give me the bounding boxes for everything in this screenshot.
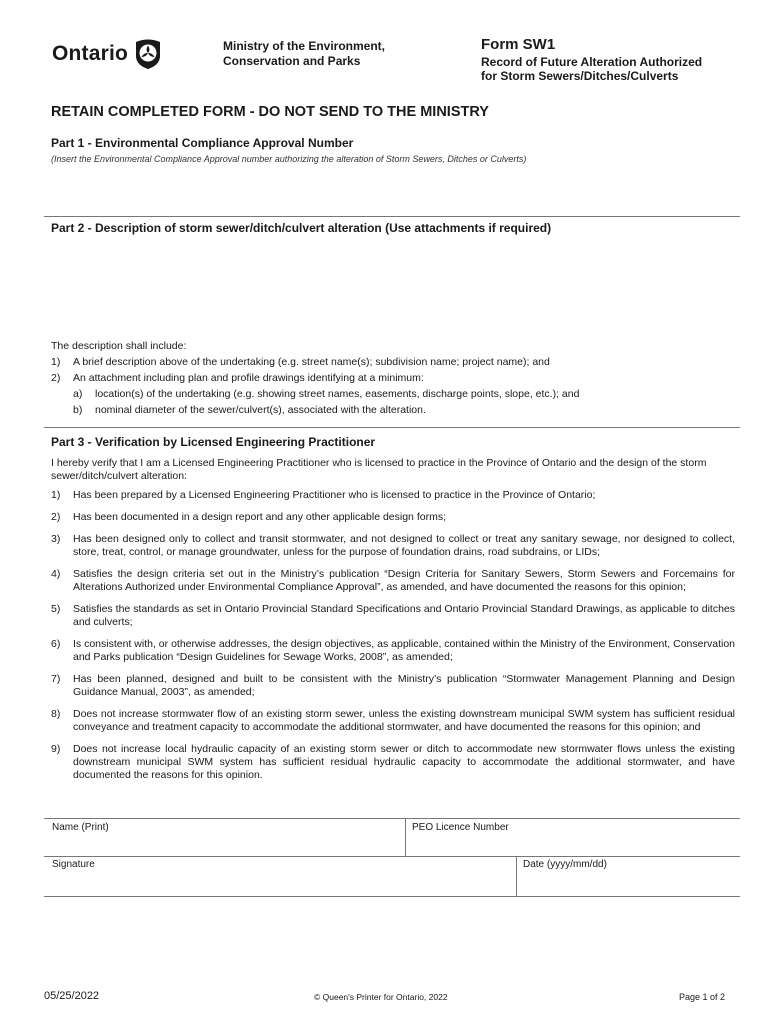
- signature-block: [44, 818, 740, 897]
- footer-copyright: © Queen's Printer for Ontario, 2022: [314, 992, 448, 1002]
- part1-note: (Insert the Environmental Compliance Approval number authorizing the alteration of Storm Sewers, Ditches or Culverts): [51, 154, 527, 164]
- licence-field[interactable]: [406, 818, 740, 856]
- part2-heading: Part 2 - Description of storm sewer/ditch/culvert alteration (Use attachments if required): [51, 221, 552, 235]
- ministry-line-2: Conservation and Parks: [223, 54, 361, 68]
- alteration-description-field[interactable]: [44, 240, 740, 332]
- verification-statement: I hereby verify that I am a Licensed Engineering Practitioner who is licensed to practice in the Province of Ontario and the design of the storm sewer/ditch/culvert alteration:: [51, 457, 707, 482]
- logo-text: Ontario: [52, 42, 129, 65]
- list-item: 8) Does not increase stormwater flow of an existing storm sewer, unless the existing downstream municipal SWM system has sufficient residual conveyance and treatment capacity to accommodate the additional stormwater, and have documented the reasons for this opinion; and: [51, 708, 735, 733]
- signature-field[interactable]: [44, 857, 516, 896]
- part3-heading: Part 3 - Verification by Licensed Engineering Practitioner: [51, 435, 376, 449]
- retain-notice: RETAIN COMPLETED FORM - DO NOT SEND TO THE MINISTRY: [51, 104, 489, 120]
- list-item: 1) A brief description above of the undertaking (e.g. street name(s); subdivision name; project name); and: [51, 356, 550, 368]
- list-item: 9) Does not increase local hydraulic capacity of an existing storm sewer or ditch to accommodate new stormwater flows unless the existing downstream municipal SWM system has sufficient residual hydraulic capacity to accommodate the additional stormwater, and have documented the reasons for this opinion.: [51, 743, 735, 781]
- list-subitem: b) nominal diameter of the sewer/culvert(s), associated with the alteration.: [73, 404, 426, 416]
- form-number: Form SW1: [481, 36, 556, 53]
- list-item: 1) Has been prepared by a Licensed Engineering Practitioner who is licensed to practice in the Province of Ontario;: [51, 489, 596, 501]
- list-item: 2) An attachment including plan and profile drawings identifying at a minimum:: [51, 372, 424, 384]
- signature-label: Signature: [52, 859, 95, 870]
- ontario-logo: [52, 38, 162, 70]
- date-label: Date (yyyy/mm/dd): [523, 859, 607, 870]
- part2-divider: [44, 427, 740, 428]
- trillium-icon: [134, 38, 162, 70]
- name-field[interactable]: [44, 818, 405, 856]
- part1-heading: Part 1 - Environmental Compliance Approval Number: [51, 136, 354, 150]
- sig-bottom-rule: [44, 896, 740, 897]
- form-title-line-1: Record of Future Alteration Authorized: [481, 55, 703, 69]
- list-item: 2) Has been documented in a design report and any other applicable design forms;: [51, 511, 446, 523]
- footer-date: 05/25/2022: [44, 990, 100, 1002]
- list-item: 6) Is consistent with, or otherwise addresses, the design objectives, as applicable, contained within the Ministry of the Environment, Conservation and Parks publication “Design Guidelines for Sewage Works, 2008”, as amended;: [51, 638, 735, 663]
- ecа-number-field[interactable]: [44, 168, 740, 214]
- form-title: [481, 55, 741, 83]
- verification-list: [51, 489, 735, 791]
- list-item: 4) Satisfies the design criteria set out in the Ministry’s publication “Design Criteria for Sanitary Sewers, Storm Sewers and Forcemains for Alterations Authorized under Environmental Compliance Approval”, as amended, and have documented the reasons for this opinion;: [51, 568, 735, 593]
- licence-label: PEO Licence Number: [412, 822, 509, 833]
- footer-page-number: Page 1 of 2: [679, 992, 726, 1002]
- form-title-line-2: for Storm Sewers/Ditches/Culverts: [481, 69, 679, 83]
- ministry-line-1: Ministry of the Environment,: [223, 39, 386, 53]
- list-item: 7) Has been planned, designed and built to be consistent with the Ministry’s publication “Stormwater Management Planning and Design Guidance Manual, 2003”, as amended;: [51, 673, 735, 698]
- list-item: 5) Satisfies the standards as set in Ontario Provincial Standard Specifications and Ontario Provincial Standard Drawings, as applicable to ditches and culverts;: [51, 603, 735, 628]
- name-label: Name (Print): [52, 822, 109, 833]
- description-requirements: [51, 338, 741, 418]
- ministry-name: [223, 39, 443, 69]
- date-field[interactable]: [517, 857, 740, 896]
- list-item: 3) Has been designed only to collect and transit stormwater, and not designed to collect or treat any sanitary sewage, nor designed to collect, store, treat, control, or manage groundwater, unless for the purpose of foundation drains, road subdrains, or LIDs;: [51, 533, 735, 558]
- description-intro: The description shall include:: [51, 340, 187, 352]
- list-subitem: a) location(s) of the undertaking (e.g. showing street names, easements, discharge points, slope, etc.); and: [73, 388, 580, 400]
- part1-divider: [44, 216, 740, 217]
